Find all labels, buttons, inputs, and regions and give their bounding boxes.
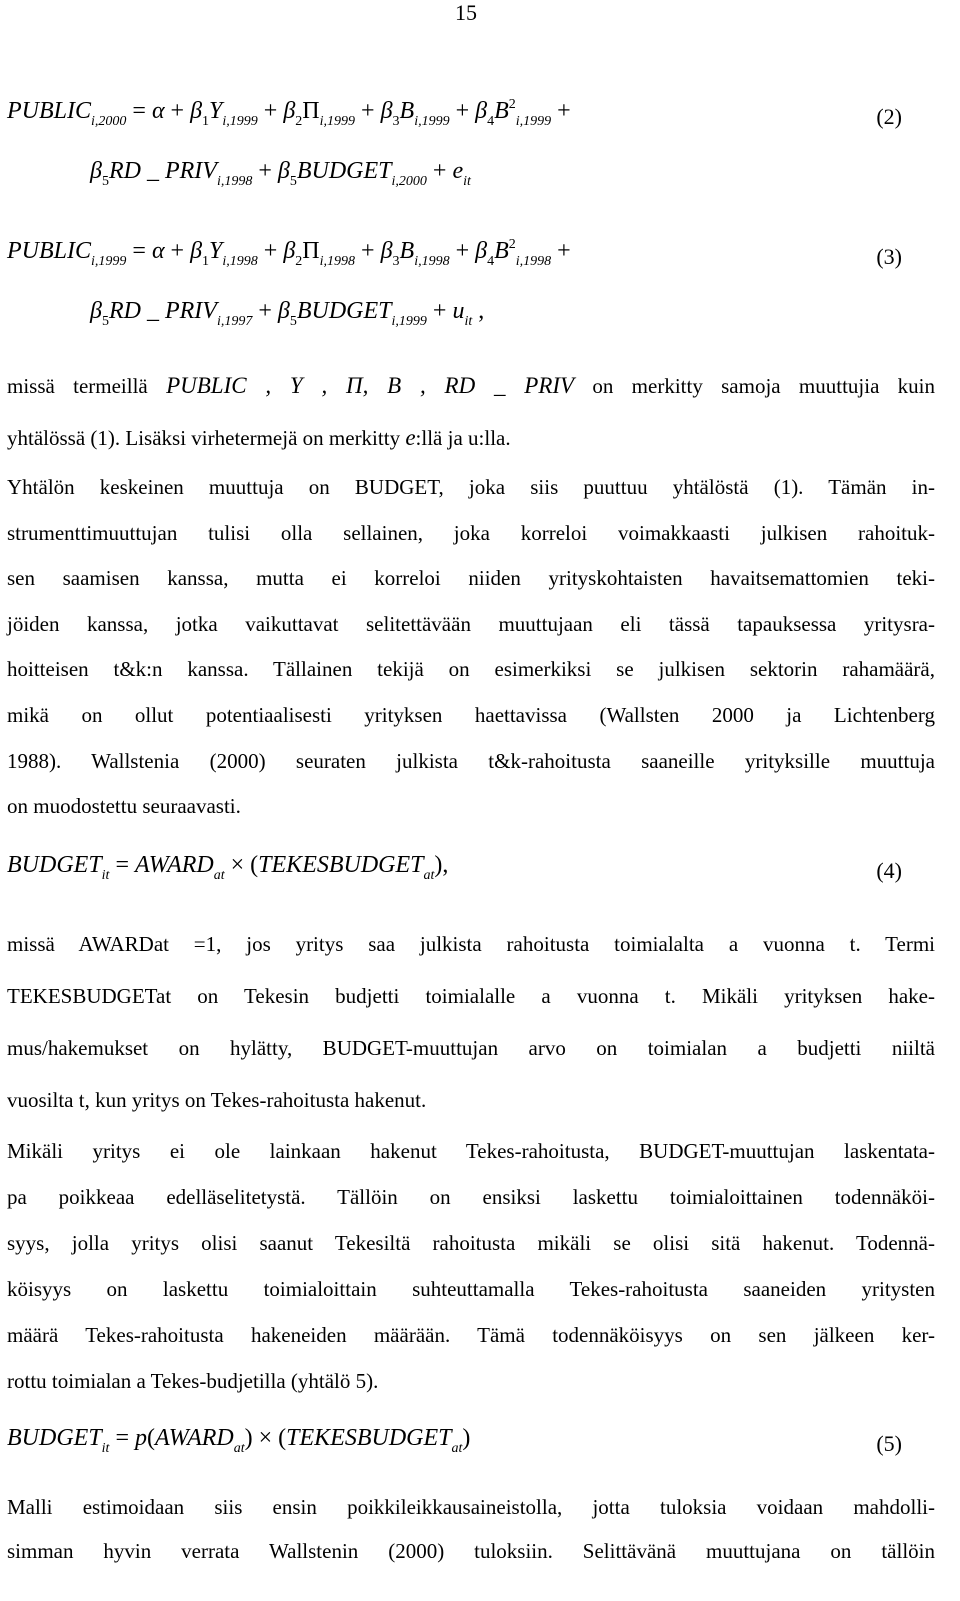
equation-3-line-2: $\beta_5RD$ _ $PRIV_{i,1997}$ + $\beta_5BUDGET_{i,1999} + u_{it}$ , bbox=[90, 298, 485, 329]
text-line: rottu toimialan a Tekes-budjetilla (yhtälö 5). bbox=[7, 1369, 379, 1393]
equation-3-line-1: $PUBLIC_{i,1999} = \alpha + \beta_1Y_{i,1998} + \beta_2\Pi_{i,1998} + \beta_3B_{i,1998} + \beta_4B^2_{i,1998}$ + bbox=[7, 237, 571, 269]
errors-text-b: :llä ja u:lla. bbox=[415, 426, 511, 450]
text-line: Malli estimoidaan siis ensin poikkileikkausaineistolla, jotta tuloksia voidaan mahdolli- bbox=[7, 1495, 935, 1519]
paragraph-terms bbox=[7, 360, 935, 464]
text-line: TEKESBUDGETat on Tekesin budjetti toimialalle a vuonna t. Mikäli yrityksen hake- bbox=[7, 984, 935, 1008]
text-line: määrä Tekes-rahoitusta hakeneiden määrään. Tämä todennäköisyys on sen jälkeen ker- bbox=[7, 1323, 935, 1347]
text-line: mikä on ollut potentiaalisesti yrityksen haettavissa (Wallsten 2000 ja Lichtenberg bbox=[7, 702, 935, 727]
paragraph-award-definition bbox=[7, 918, 935, 1126]
text-line: mus/hakemukset on hylätty, BUDGET-muuttujan arvo on toimialan a budjetti niiltä bbox=[7, 1036, 935, 1060]
terms-text-a: missä termeillä bbox=[7, 374, 148, 398]
equation-3-number: (3) bbox=[876, 244, 902, 269]
text-line: syys, jolla yritys olisi saanut Tekesiltä rahoitusta mikäli se olisi sitä hakenut. Todennä- bbox=[7, 1231, 935, 1255]
page-number: 15 bbox=[455, 0, 477, 25]
equation-5-number: (5) bbox=[876, 1431, 902, 1456]
equation-4: $BUDGET_{it}$ = $AWARD_{at}$ × $(TEKESBUDGET_{at})$, bbox=[7, 852, 449, 883]
text-line: simman hyvin verrata Wallstenin (2000) tuloksiin. Selittävänä muuttujana on tällöin bbox=[7, 1539, 935, 1563]
errors-text-a: yhtälössä (1). Lisäksi virhetermejä on merkitty bbox=[7, 426, 401, 450]
equation-2-line-1: $PUBLIC_{i,2000} = \alpha + \beta_1Y_{i,1999} + \beta_2\Pi_{i,1999} + \beta_3B_{i,1999} + \beta_4B^2_{i,1999}$ + bbox=[7, 97, 571, 129]
text-line: jöiden kanssa, jotka vaikuttavat selitettävään muuttujaan eli tässä tapauksessa yritysra- bbox=[7, 611, 935, 636]
equation-2-number: (2) bbox=[876, 104, 902, 129]
text-line: strumenttimuuttujan tulisi olla sellainen, joka korreloi voimakkaasti julkisen rahoituk- bbox=[7, 520, 935, 545]
error-symbol-e: e bbox=[405, 425, 416, 450]
text-line: pa poikkeaa edelläselitetystä. Tällöin on ensiksi laskettu toimialoittainen todennäköi- bbox=[7, 1185, 935, 1209]
equation-4-number: (4) bbox=[876, 858, 902, 883]
terms-symbols: PUBLIC , Y , Π, B , RD _ PRIV bbox=[166, 373, 575, 398]
text-line: Mikäli yritys ei ole lainkaan hakenut Tekes-rahoitusta, BUDGET-muuttujan laskentata- bbox=[7, 1139, 935, 1163]
text-line: missä AWARDat =1, jos yritys saa julkista rahoitusta toimialalta a vuonna t. Termi bbox=[7, 932, 935, 956]
paragraph-budget-intro bbox=[7, 465, 935, 830]
text-line: vuosilta t, kun yritys on Tekes-rahoitusta hakenut. bbox=[7, 1088, 427, 1112]
equation-5: $BUDGET_{it}$ = $p(AWARD_{at})$ × $(TEKESBUDGET_{at})$ bbox=[7, 1425, 471, 1456]
equation-2-line-2: $\beta_5RD$ _ $PRIV_{i,1998}$ + $\beta_5BUDGET_{i,2000} + e_{it}$ bbox=[90, 158, 471, 189]
text-line: 1988). Wallstenia (2000) seuraten julkista t&k-rahoitusta saaneille yrityksille muuttuja bbox=[7, 748, 935, 773]
paragraph-model-estimation bbox=[7, 1485, 935, 1573]
text-line: hoitteisen t&k:n kanssa. Tällainen tekijä on esimerkiksi se julkisen sektorin rahamäärä, bbox=[7, 657, 935, 682]
text-line: köisyys on laskettu toimialoittain suhteuttamalla Tekes-rahoitusta saaneiden yritysten bbox=[7, 1277, 935, 1301]
paragraph-probability bbox=[7, 1128, 935, 1404]
terms-text-b: on merkitty samoja muuttujia kuin bbox=[592, 374, 936, 398]
text-line: sen saamisen kanssa, mutta ei korreloi niiden yrityskohtaisten havaitsemattomien teki- bbox=[7, 566, 935, 591]
text-line: Yhtälön keskeinen muuttuja on BUDGET, joka siis puuttuu yhtälöstä (1). Tämän in- bbox=[7, 475, 935, 499]
text-line: on muodostettu seuraavasti. bbox=[7, 794, 241, 819]
